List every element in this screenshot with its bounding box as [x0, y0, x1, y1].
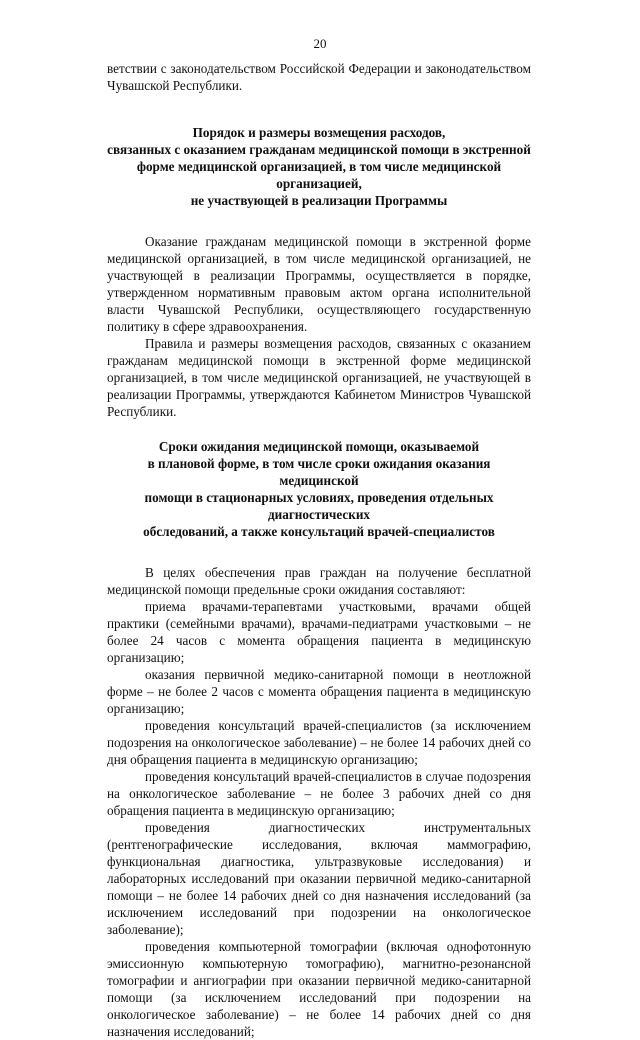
list-item: проведения компьютерной томографии (включая однофотонную эмиссионную компьютерную томографию), магнитно-резонансной томографии и ангиографии при оказании первичной медико-санитарной помощи (за исключением исследований при подозрении на онкологическое заболевание) – не более 14 рабочих дней со дня назначения исследований;	[107, 939, 531, 1039]
heading-line: форме медицинской организацией, в том числе медицинской организацией,	[136, 159, 502, 191]
list-item: приема врачами-терапевтами участковыми, врачами общей практики (семейными врачами), врачами-педиатрами участковыми – не более 24 часов с момента обращения пациента в медицинскую организацию;	[107, 599, 531, 665]
heading-line: Сроки ожидания медицинской помощи, оказываемой	[158, 439, 480, 454]
heading-line: обследований, а также консультаций врачей-специалистов	[143, 524, 495, 539]
intro-continuation: ветствии с законодательством Российской Федерации и законодательством Чувашской Республики.	[107, 61, 531, 93]
list-item: проведения диагностических инструментальных (рентгенографические исследования, включая маммографию, функциональная диагностика, ультразвуковые исследования) и лабораторных исследований при оказании первичной медико-санитарной помощи – не более 14 рабочих дней со дня назначения исследований (за исключением исследований при подозрении на онкологическое заболевание);	[107, 820, 531, 937]
list-item: проведения консультаций врачей-специалистов в случае подозрения на онкологическое заболевание – не более 3 рабочих дней со дня обращения пациента в медицинскую организацию;	[107, 769, 531, 818]
heading-line: Порядок и размеры возмещения расходов,	[192, 125, 446, 140]
page-number: 20	[313, 36, 327, 51]
list-item: проведения консультаций врачей-специалистов (за исключением подозрения на онкологическое заболевание) – не более 14 рабочих дней со дня обращения пациента в медицинскую организацию;	[107, 718, 531, 767]
paragraph: Оказание гражданам медицинской помощи в экстренной форме медицинской организацией, в том числе медицинской организацией, не участвующей в реализации Программы, осуществляется в порядке, утвержденном нормативным правовым актом органа исполнительной власти Чувашской Республики, осуществляющего государственную политику в сфере здравоохранения.	[107, 234, 531, 334]
paragraph: Правила и размеры возмещения расходов, связанных с оказанием гражданам медицинской помощи в экстренной форме медицинской организацией, в том числе медицинской организацией, не участвующей в реализации Программы, утверждаются Кабинетом Министров Чувашской Республики.	[107, 336, 531, 419]
heading-line: связанных с оказанием гражданам медицинской помощи в экстренной	[107, 142, 531, 157]
section-heading-compensation	[107, 124, 531, 209]
page-content	[107, 60, 531, 1040]
heading-line: не участвующей в реализации Программы	[190, 193, 448, 208]
heading-line: помощи в стационарных условиях, проведения отдельных диагностических	[144, 490, 494, 522]
list-item: оказания первичной медико-санитарной помощи в неотложной форме – не более 2 часов с момента обращения пациента в медицинскую организацию;	[107, 667, 531, 716]
heading-line: в плановой форме, в том числе сроки ожидания оказания медицинской	[147, 456, 491, 488]
section-heading-waiting-times	[107, 438, 531, 540]
paragraph: В целях обеспечения прав граждан на получение бесплатной медицинской помощи предельные сроки ожидания составляют:	[107, 565, 531, 597]
